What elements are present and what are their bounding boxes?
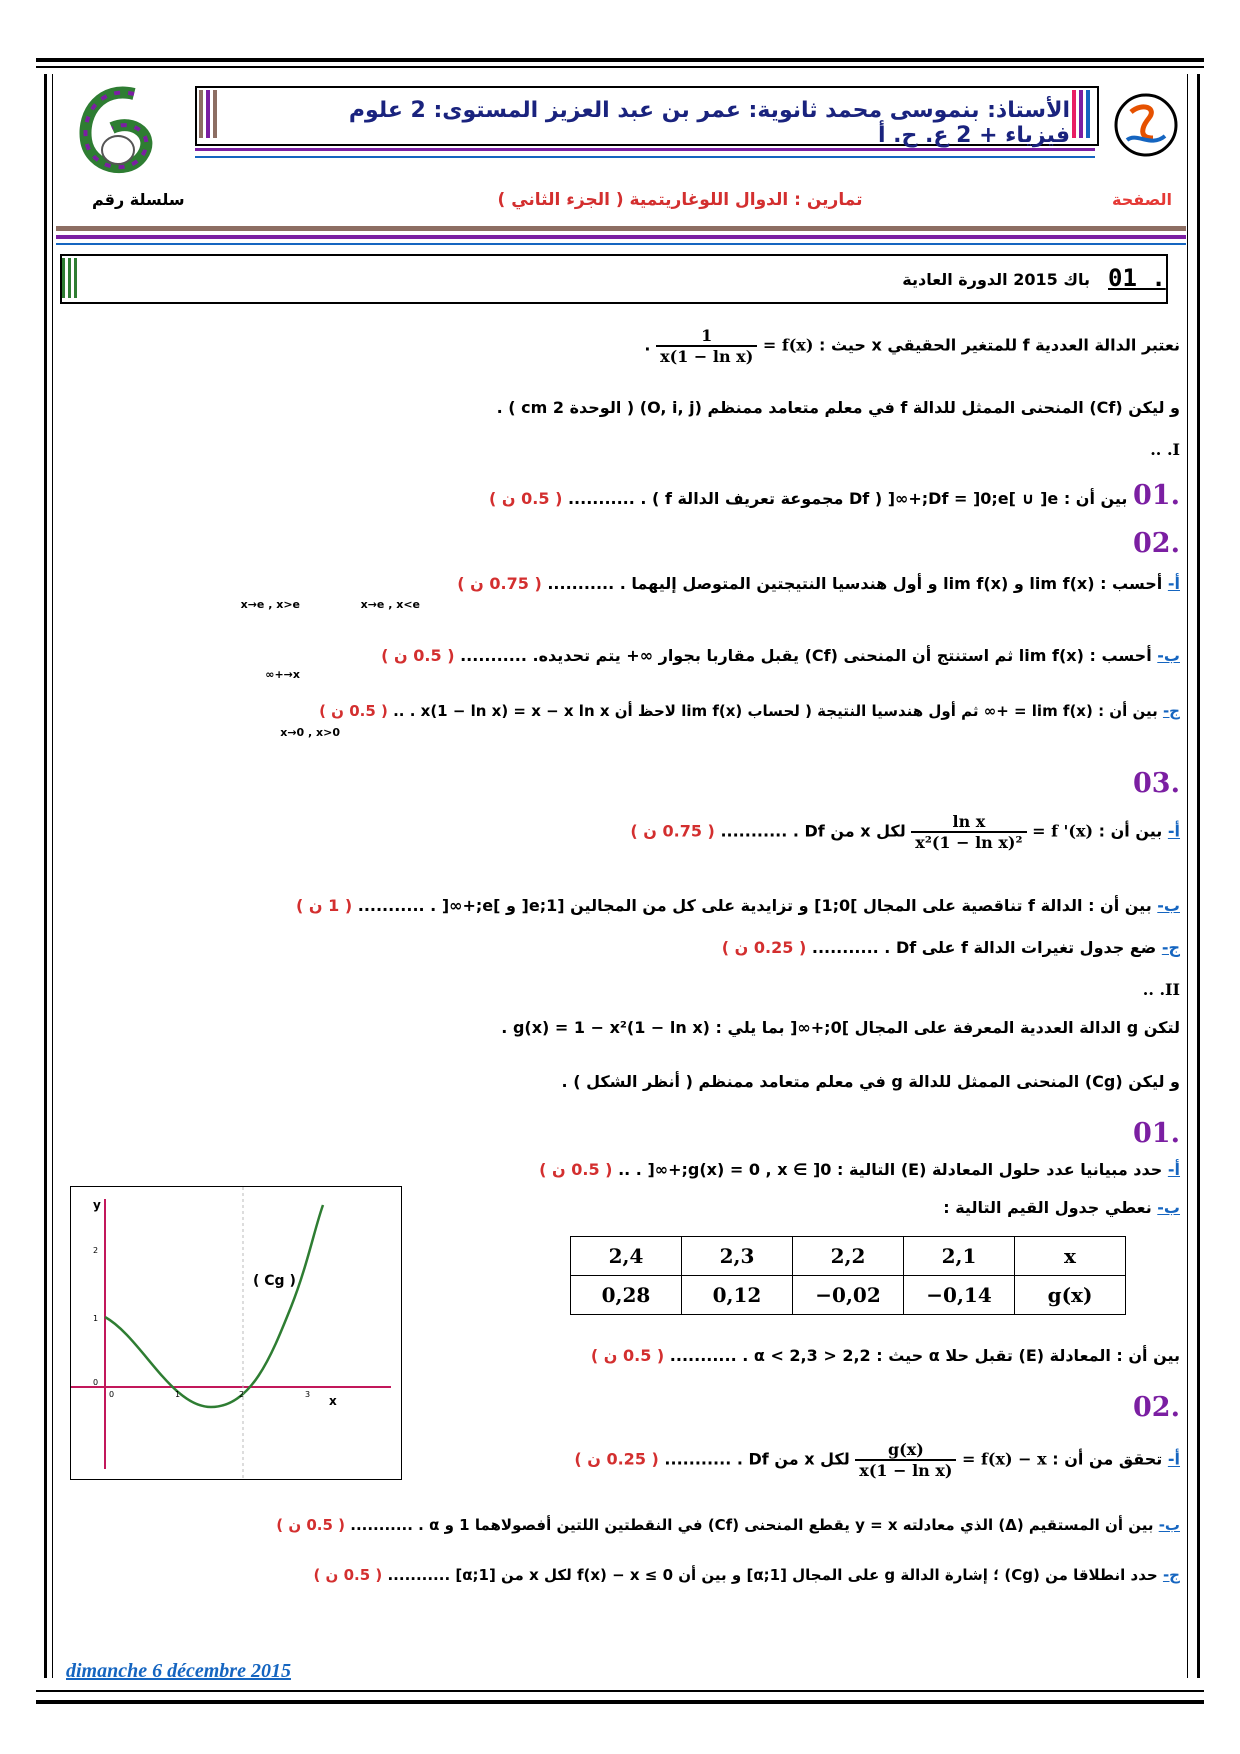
header-bars-right-icon [1070, 88, 1094, 140]
limit-subscript: x→+∞ [265, 668, 300, 681]
section-stripe [56, 226, 1186, 231]
tick-label: 0 [93, 1378, 99, 1387]
part2-question-01c: بين أن : المعادلة (E) تقبل حلا α حيث : 2,2 < α < 2,3 . ........... ( 0.5 ن ) [590, 1346, 1180, 1365]
question-02-number: .02 [1133, 528, 1180, 559]
part-1-label: I. .. [1150, 440, 1180, 459]
x-label: x [329, 1394, 337, 1408]
table-row [571, 1237, 1126, 1276]
table-row [571, 1276, 1126, 1315]
table-cell: 0,12 [682, 1276, 793, 1315]
part2-question-02b: ب- بين أن المستقيم (Δ) الذي معادلته y = x يقطع المنحنى (Cf) في النقطتين اللتين أفصولاهما 1 و α . ........... ( 0.5 ن ) [276, 1516, 1180, 1534]
exercise-bars-icon [60, 258, 80, 298]
value-table [570, 1236, 1126, 1315]
series-label: سلسلة رقم [92, 190, 185, 209]
table-cell: 2,4 [571, 1237, 682, 1276]
limit-subscript: x→e , x<e [360, 598, 420, 611]
table-cell: g(x) [1015, 1276, 1126, 1315]
intro-line-1: نعتبر الدالة العددية f للمتغير الحقيقي x حيث : f(x) = $\frac{1}{\text{x(1 − ln x)}}$ . [644, 326, 1180, 366]
header-bars-left-icon [197, 88, 221, 140]
question-02c: ج- بين أن : lim f(x) = +∞ ثم أول هندسيا النتيجة ( لحساب lim f(x) لاحظ أن x(1 − ln x) = x − x ln x . .. ( 0.5 ن ) [319, 702, 1180, 720]
question-03a: أ- بين أن : f '(x) = $\frac{\text{ln x}}{\text{x²(1 − ln x)²}}$ لكل x من Df . ........... ( 0.75 ن ) [630, 812, 1180, 852]
question-01: .01 بين أن : Df = ]0;e[ ∪ ]e;+∞[ ( Df مجموعة تعريف الدالة f ) . ........... ( 0.5 ن ) [489, 480, 1180, 511]
part2-question-01-number: .01 [1133, 1118, 1180, 1149]
page-label: الصفحة [1112, 190, 1173, 209]
part2-question-02a: أ- تحقق من أن : f(x) − x = $\frac{g(x)}{\text{x(1 − ln x)}}$ لكل x من Df . ........... ( 0.25 ن ) [574, 1440, 1180, 1480]
question-02b: ب- أحسب : lim f(x) ثم استنتج أن المنحنى (Cf) يقبل مقاربا بجوار ∞+ يتم تحديده. ........... ( 0.5 ن ) [381, 646, 1180, 665]
footer-date: dimanche 6 décembre 2015 [66, 1660, 291, 1682]
table-cell: 2,2 [793, 1237, 904, 1276]
tick-label: 2 [93, 1246, 99, 1255]
question-03b: ب- بين أن : الدالة f تناقصية على المجال ]0;1] و تزايدية على كل من المجالين [1;e[ و ]e;+∞[ . ........... ( 1 ن ) [296, 896, 1180, 915]
tick-label: 1 [175, 1390, 181, 1399]
tick-label: 3 [305, 1390, 311, 1399]
tick-label: 2 [239, 1390, 245, 1399]
table-cell: 2,1 [904, 1237, 1015, 1276]
table-cell: −0,14 [904, 1276, 1015, 1315]
table-cell: x [1015, 1237, 1126, 1276]
question-03c: ج- ضع جدول تغيرات الدالة f على Df . ........... ( 0.25 ن ) [721, 938, 1180, 957]
g-intro-line-1: لتكن g الدالة العددية المعرفة على المجال ]0;+∞[ بما يلي : g(x) = 1 − x²(1 − ln x) . [501, 1018, 1180, 1037]
g-intro-line-2: و ليكن (Cg) المنحنى الممثل للدالة g في معلم متعامد ممنظم ( أنظر الشكل ) . [561, 1072, 1180, 1091]
question-02a: أ- أحسب : lim f(x) و lim f(x) و أول هندسيا النتيجتين المتوصل إليهما . ........... ( 0.75 ن ) [457, 574, 1180, 593]
part-2-label: II. .. [1142, 980, 1180, 999]
section-stripe [56, 235, 1186, 239]
part2-question-01a: أ- حدد مبيانيا عدد حلول المعادلة (E) التالية : g(x) = 0 , x ∈ ]0;+∞[ . .. ( 0.5 ن ) [539, 1160, 1180, 1179]
table-cell: 0,28 [571, 1276, 682, 1315]
header-line: الأستاذ: بنموسى محمد ثانوية: عمر بن عبد العزيز المستوى: 2 علوم فيزياء + 2 ع. ح. أ [348, 98, 1070, 148]
limit-subscript: x→e , x>e [240, 598, 300, 611]
cg-curve [105, 1205, 323, 1407]
question-03-number: .03 [1133, 768, 1180, 799]
table-cell: −0,02 [793, 1276, 904, 1315]
part2-question-02-number: .02 [1133, 1392, 1180, 1423]
teacher-logo-icon [1113, 92, 1179, 158]
y-label: y [93, 1198, 101, 1212]
tick-label: 1 [93, 1314, 99, 1323]
exercise-title: باك 2015 الدورة العادية [902, 270, 1090, 289]
table-cell: 2,3 [682, 1237, 793, 1276]
topic-title: تمارين : الدوال اللوغاريتمية ( الجزء الثاني ) [497, 190, 863, 210]
header-stripe [195, 156, 1095, 158]
header-stripe [195, 148, 1095, 151]
tick-label: 0 [109, 1390, 115, 1399]
section-stripe [56, 243, 1186, 245]
intro-line-2: و ليكن (Cf) المنحنى الممثل للدالة f في معلم متعامد ممنظم (O, i, j) ( الوحدة 2 cm ) . [496, 398, 1180, 417]
limit-subscript: x→0 , x>0 [280, 726, 340, 739]
cg-graph [70, 1186, 402, 1480]
curve-label: ( Cg ) [253, 1273, 296, 1289]
part2-question-02c: ج- حدد انطلاقا من (Cg) ؛ إشارة الدالة g على المجال [1;α] و بين أن 0 ≥ f(x) − x لكل x من [1;α] ........... ( 0.5 ن ) [313, 1566, 1180, 1584]
part2-question-01b: ب- نعطي جدول القيم التالية : [943, 1198, 1180, 1217]
series-logo-icon [72, 82, 164, 182]
exercise-number: 01 . [1108, 264, 1166, 292]
